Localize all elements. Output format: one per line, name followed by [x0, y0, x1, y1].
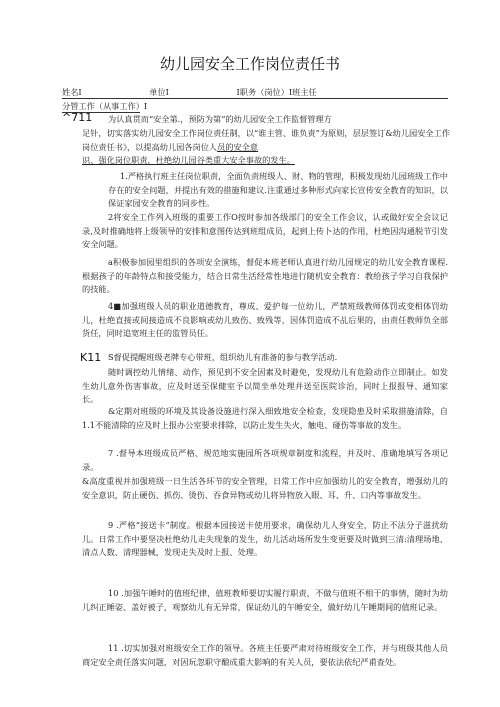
item-9: 9 .严格“接送卡”制度。根据本园接送卡使用要求，确保幼儿人身安全，防止不法分子滋扰幼儿。日常工作中要坚决杜绝幼儿走失现象的发生，幼儿活动场所发生变更要及时做到三清:清理场地、清点人数、清理器械，发现走失及时上报、处理。 — [82, 520, 448, 558]
item-8: &高度重视并加强班级一日生活各环节的安全管理，日常工作中应加强幼儿的安全教育，增强幼儿的安全意识，防止硬伤、抓伤、烫伤、吞食异物或幼儿将异物放入眼、耳、升、口内等事故发生。 — [82, 476, 448, 500]
header-name-unit-post: 姓名I 单位I I职务（岗位）I班主任 — [62, 87, 317, 97]
item-6: &定期对班级的环境及其设备设施进行深入细致地安全检查，发现隐患及时采取措施清除，自1.1不能清除的应及时上报办公室要求排除，以防止发生失火，触电、碰伤等事故的发生。 — [82, 406, 448, 430]
item-4: 4■加强班级人员的职业道德教育，尊成、爱护每一位幼儿，严禁班级教师体罚或变相体罚幼儿，杜绝直接或间接造成不良影响或幼儿致伤、致残等，因体罚造成不乩后果的，由责任教师负全部货任，同时追宽班主任的监管员任。 — [82, 301, 448, 339]
item-2: 2将安全工作列入班级的重要工作O按时参加各级部门的安全工作会议，认或做好安全会议记录,及时推确地将上级领导的安排和意图传达到班组成员，起到上传卜达的作用，杜绝因沟通脱节引发安全问题。 — [82, 212, 448, 250]
intro-line-2 — [82, 127, 450, 154]
header-duty: 分管工作（从事工作）I — [62, 101, 148, 111]
item-5-continued: 随时调控幼儿情绪、动作，预见到不安全因素及时避免，发现幼儿有危险动作立即制止。如发生幼儿意外伤害事故，应及时送至保健室予以简坐单处理并送至医院诊治，同时上报报导、通知家长。 — [82, 367, 448, 405]
item-5: S督促提醒班级老牌专心带班，组织幼儿有准备的参与教学活动. — [108, 352, 338, 362]
item-3: a积极参加园里组织的各项安全演练，督促本班老师认真进行幼儿园规定的幼儿安全教育课程.根据孩子的年龄特点和接受能力，结合日常生活经常性地进行随机安全教育：教给孩子学习自我保护的技能。 — [82, 257, 448, 295]
item-7: 7 .督导本班级成员严格、规范地实施园所各项规章制度和流程，并及时、准确地填写各项记录。 — [82, 448, 448, 472]
header-rule-top — [62, 98, 448, 99]
intro-line-1: 为认真贯而“安全第.，预防为第”的幼儿园安全工作监督管理方 — [108, 114, 332, 124]
intro-line-2-underlined: 员的安全意 — [217, 141, 259, 152]
item-1: 1.严格执行班主任岗位职责，全面负责班级人、财、物的管理，积极发现幼儿园班级工作中存在的安全问题，并提出有效的措施和建议.注重通过多种形式向家长宣传安全教育的知识，以保证家园安全教育的同步性。 — [108, 171, 448, 209]
item-11: 11 .切实加强对班级安全工作的领导。各班主任要严肃对待班级安全工作，并与班级其他人员商定安全责任落实问题，对因玩忽职守酿成重大影响的有关人员，要依法依纪严甫查处。 — [82, 643, 448, 667]
document-title: 幼儿园安全工作岗位责任书 — [159, 55, 340, 73]
margin-mark-2: K11 — [80, 351, 102, 364]
margin-mark-1: ^711 — [62, 111, 93, 124]
intro-line-2-text: 足针，切实落实幼儿园安全工作岗位责任制，以“谁主管、谁负责”为原则，层层签订&幼儿园安全工作岗位责任书》，以提高幼儿园各岗位人 — [82, 128, 450, 152]
intro-line-3: 识、强化岗位职责，杜绝幼儿园谷类重大安全事故的发生。 — [82, 155, 295, 165]
item-10: 10 .加强午睡时的值班纪律，值班教师要切实履行职责，不做与值班不相干的事情，随时为幼儿纠正睡姿、盖好被子，观察幼儿有无异常，保证幼儿的午睡安全，做好幼儿午睡期间的值班记录。 — [82, 588, 448, 612]
